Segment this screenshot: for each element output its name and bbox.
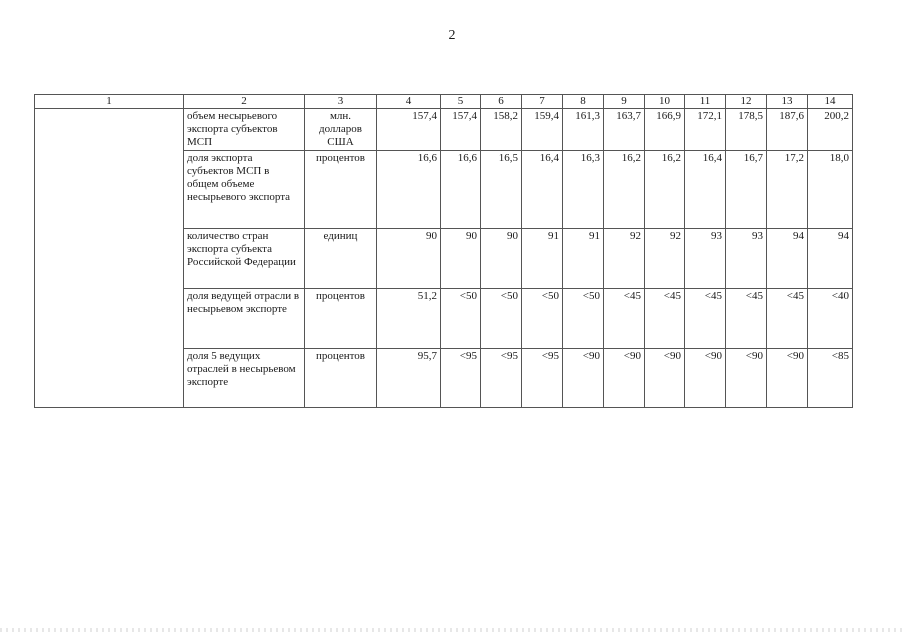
value-cell: 51,2 — [377, 289, 441, 349]
column-header: 12 — [726, 95, 767, 109]
value-cell: <90 — [604, 349, 645, 408]
value-cell: 90 — [377, 229, 441, 289]
column-header: 7 — [522, 95, 563, 109]
value-cell: 16,6 — [377, 151, 441, 229]
value-cell: 16,6 — [441, 151, 481, 229]
column-header: 8 — [563, 95, 604, 109]
header-row — [35, 95, 853, 109]
column-header: 5 — [441, 95, 481, 109]
value-cell: 17,2 — [767, 151, 808, 229]
value-cell: 94 — [808, 229, 853, 289]
value-cell: 92 — [604, 229, 645, 289]
value-cell: 94 — [767, 229, 808, 289]
column-header: 2 — [184, 95, 305, 109]
value-cell: <95 — [441, 349, 481, 408]
value-cell: <45 — [726, 289, 767, 349]
value-cell: 163,7 — [604, 109, 645, 151]
value-cell: 90 — [441, 229, 481, 289]
indicator-name: доля ведущей отрасли в несырьевом экспорте — [184, 289, 305, 349]
scan-artifact — [0, 628, 905, 632]
table-row — [35, 109, 853, 151]
value-cell: 90 — [481, 229, 522, 289]
value-cell: 93 — [685, 229, 726, 289]
value-cell: 16,2 — [645, 151, 685, 229]
value-cell: 172,1 — [685, 109, 726, 151]
value-cell: 157,4 — [377, 109, 441, 151]
value-cell: 18,0 — [808, 151, 853, 229]
value-cell: <45 — [767, 289, 808, 349]
value-cell: 178,5 — [726, 109, 767, 151]
value-cell: <45 — [604, 289, 645, 349]
value-cell: <50 — [522, 289, 563, 349]
column-header: 3 — [305, 95, 377, 109]
value-cell: <90 — [563, 349, 604, 408]
value-cell: 16,4 — [522, 151, 563, 229]
value-cell: <50 — [481, 289, 522, 349]
column-header: 13 — [767, 95, 808, 109]
region-cell — [35, 109, 184, 408]
value-cell: <90 — [645, 349, 685, 408]
value-cell: <95 — [522, 349, 563, 408]
unit-cell: млн. долларов США — [305, 109, 377, 151]
value-cell: 16,5 — [481, 151, 522, 229]
indicator-name: доля 5 ведущих отраслей в несырьевом экспорте — [184, 349, 305, 408]
column-header: 10 — [645, 95, 685, 109]
value-cell: 161,3 — [563, 109, 604, 151]
value-cell: <45 — [685, 289, 726, 349]
value-cell: 157,4 — [441, 109, 481, 151]
value-cell: 200,2 — [808, 109, 853, 151]
column-header: 14 — [808, 95, 853, 109]
unit-cell: процентов — [305, 151, 377, 229]
value-cell: 91 — [563, 229, 604, 289]
value-cell: 187,6 — [767, 109, 808, 151]
value-cell: <40 — [808, 289, 853, 349]
value-cell: <95 — [481, 349, 522, 408]
indicator-table — [34, 94, 853, 408]
column-header: 6 — [481, 95, 522, 109]
value-cell: 158,2 — [481, 109, 522, 151]
indicator-name: доля экспорта субъектов МСП в общем объеме несырьевого экспорта — [184, 151, 305, 229]
column-header: 9 — [604, 95, 645, 109]
value-cell: 16,2 — [604, 151, 645, 229]
column-header: 11 — [685, 95, 726, 109]
unit-cell: процентов — [305, 349, 377, 408]
value-cell: <85 — [808, 349, 853, 408]
value-cell: 91 — [522, 229, 563, 289]
value-cell: 159,4 — [522, 109, 563, 151]
value-cell: 95,7 — [377, 349, 441, 408]
value-cell: <90 — [685, 349, 726, 408]
column-header: 1 — [35, 95, 184, 109]
value-cell: <90 — [767, 349, 808, 408]
value-cell: <45 — [645, 289, 685, 349]
page-number: 2 — [448, 28, 456, 43]
value-cell: 16,7 — [726, 151, 767, 229]
value-cell: 92 — [645, 229, 685, 289]
value-cell: <50 — [563, 289, 604, 349]
value-cell: <90 — [726, 349, 767, 408]
value-cell: 166,9 — [645, 109, 685, 151]
column-header: 4 — [377, 95, 441, 109]
unit-cell: процентов — [305, 289, 377, 349]
unit-cell: единиц — [305, 229, 377, 289]
value-cell: 16,3 — [563, 151, 604, 229]
value-cell: 93 — [726, 229, 767, 289]
value-cell: 16,4 — [685, 151, 726, 229]
indicator-name: объем несырьевого экспорта субъектов МСП — [184, 109, 305, 151]
value-cell: <50 — [441, 289, 481, 349]
indicator-name: количество стран экспорта субъекта Российской Федерации — [184, 229, 305, 289]
